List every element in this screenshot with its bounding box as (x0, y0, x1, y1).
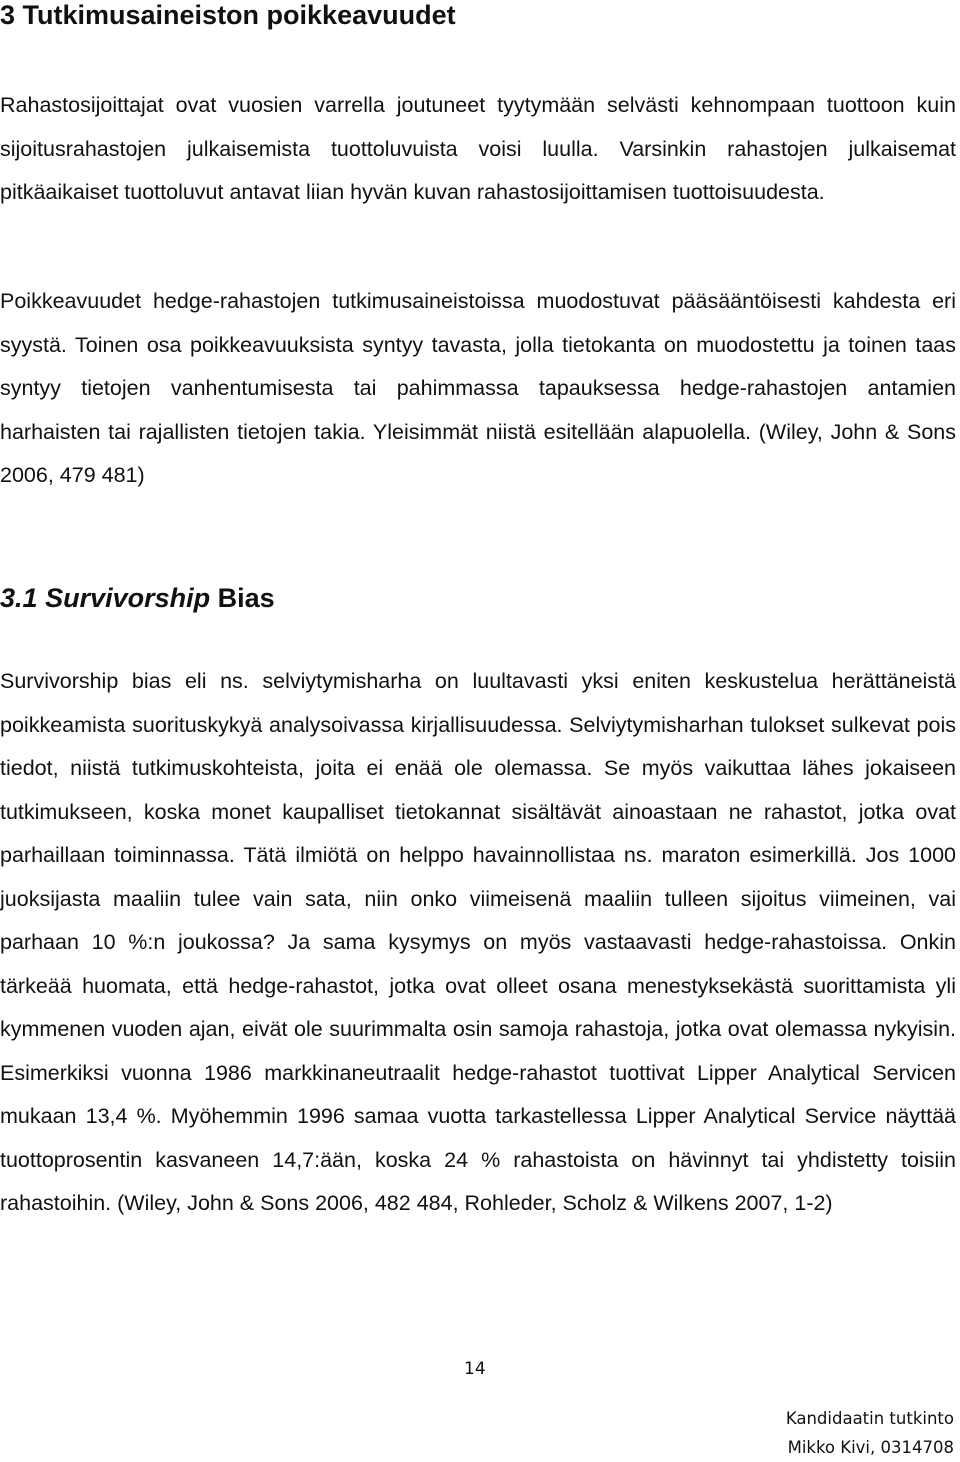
section-title-number: 3.1 (0, 583, 38, 613)
chapter-title: 3 Tutkimusaineiston poikkeavuudet (0, 0, 456, 30)
section-title-italic: Survivorship (45, 583, 211, 613)
paragraph-survivorship: Survivorship bias eli ns. selviytymisharha on luultavasti yksi eniten keskustelua herättäneistä poikkeamista suorituskykyä analysoivassa kirjallisuudessa. Selviytymisharhan tulokset sulkevat pois tiedot, niistä tutkimuskohteista, joita ei enää ole olemassa. Se myös vaikuttaa lähes jokaiseen tutkimukseen, koska monet kaupalliset tietokannat sisältävät ainoastaan ne rahastot, jotka ovat parhaillaan toiminnassa. Tätä ilmiötä on helppo havainnollistaa ns. maraton esimerkillä. Jos 1000 juoksijasta maaliin tulee vain sata, niin onko viimeisenä maaliin tulleen sijoitus viimeinen, vai parhaan 10 %:n joukossa? Ja sama kysymys on myös vastaavasti hedge-rahastoissa. Onkin tärkeää huomata, että hedge-rahastot, jotka ovat olleet osana menestyksekästä suorittamista yli kymmenen vuoden ajan, eivät ole suurimmalta osin samoja rahastoja, jotka ovat olemassa nykyisin. Esimerkiksi vuonna 1986 markkinaneutraalit hedge-rahastot tuottivat Lipper Analytical Servicen mukaan 13,4 %. Myöhemmin 1996 samaa vuotta tarkastellessa Lipper Analytical Service näyttää tuottoprosentin kasvaneen 14,7:ään, koska 24 % rahastoista on hävinnyt tai yhdistetty toisiin rahastoihin. (Wiley, John & Sons 2006, 482 484, Rohleder, Scholz & Wilkens 2007, 1-2) (0, 669, 956, 1215)
section-title (0, 581, 275, 615)
footer-degree: Kandidaatin tutkinto (785, 1409, 954, 1428)
paragraph-deviations: Poikkeavuudet hedge-rahastojen tutkimusaineistoissa muodostuvat pääsääntöisesti kahdesta eri syystä. Toinen osa poikkeavuuksista syntyy tavasta, jolla tietokanta on muodostettu ja toinen taas syntyy tietojen vanhentumisesta tai pahimmassa tapauksessa hedge-rahastojen antamien harhaisten tai rajallisten tietojen takia. Yleisimmät niistä esitellään alapuolella. (Wiley, John & Sons 2006, 479 481) (0, 289, 956, 487)
footer-author: Mikko Kivi, 0314708 (787, 1438, 954, 1457)
page-number: 14 (464, 1359, 486, 1379)
paragraph-intro: Rahastosijoittajat ovat vuosien varrella joutuneet tyytymään selvästi kehnompaan tuottoon kuin sijoitusrahastojen julkaisemista tuottoluvuista voisi luulla. Varsinkin rahastojen julkaisemat pitkäaikaiset tuottoluvut antavat liian hyvän kuvan rahastosijoittamisen tuottoisuudesta. (0, 93, 956, 204)
section-title-rest: Bias (217, 583, 275, 613)
